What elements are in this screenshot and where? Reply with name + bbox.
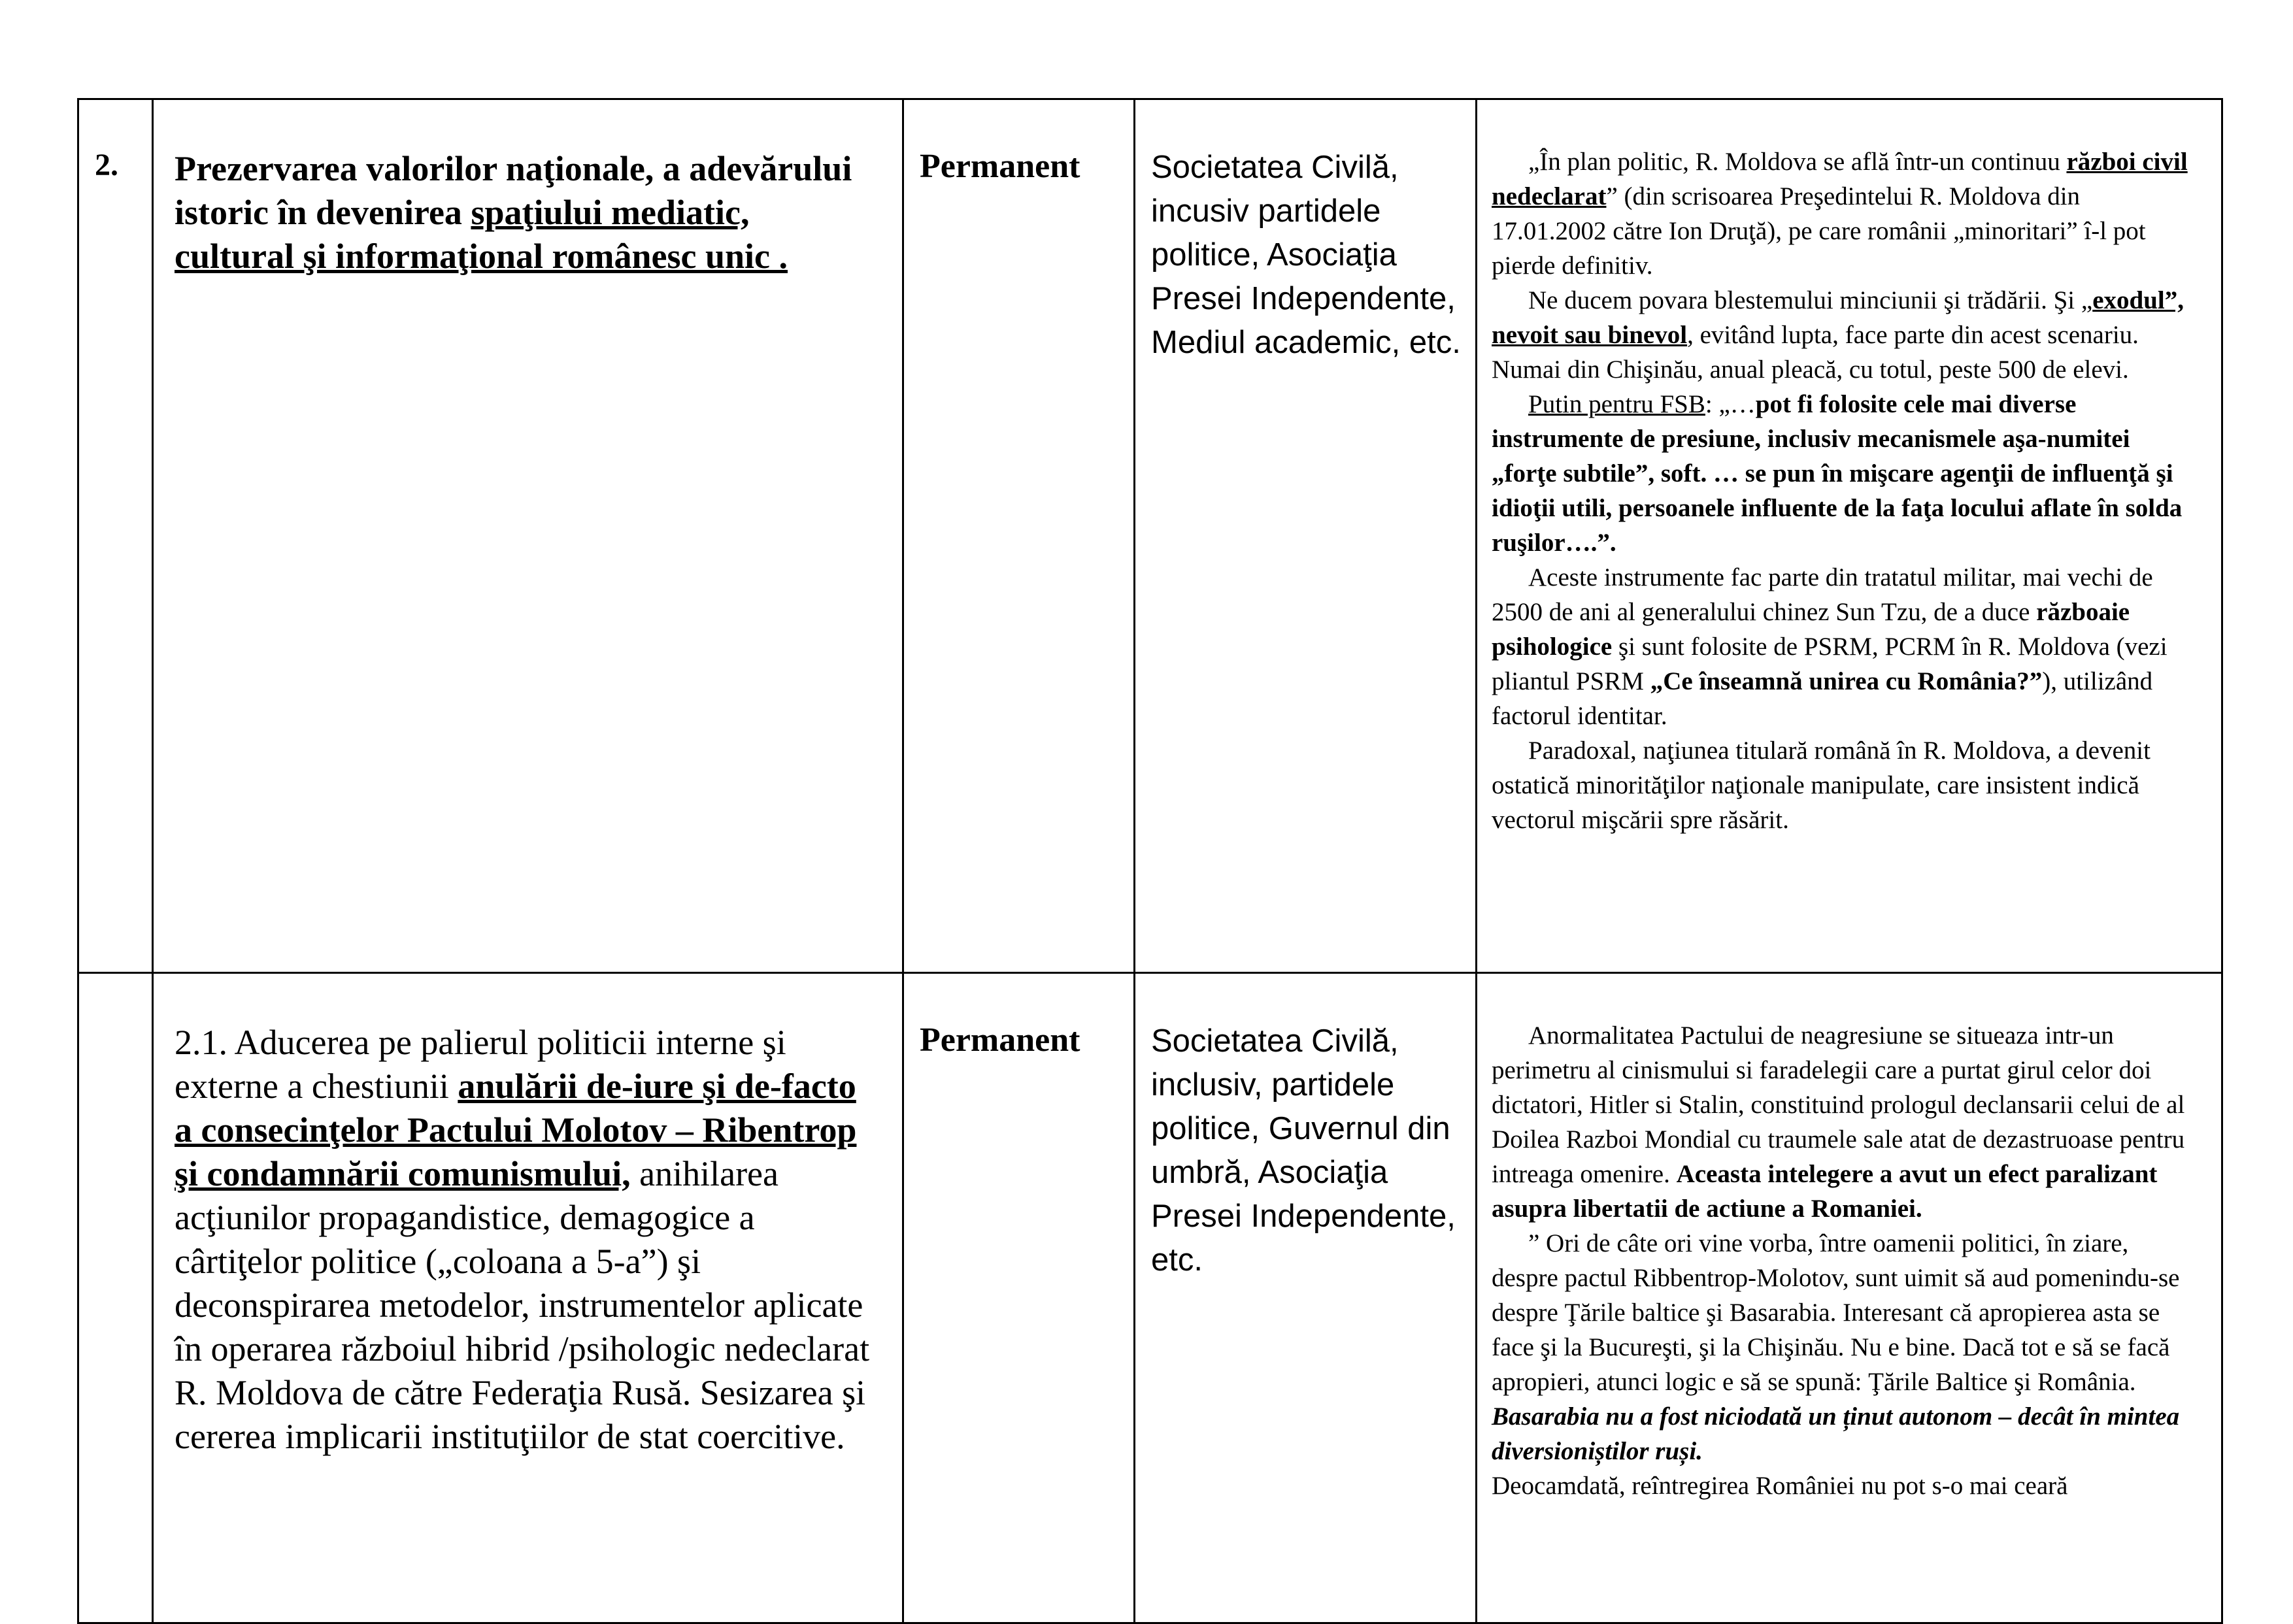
commentary-paragraph [1492,560,2198,733]
text-run: pot fi folosite cele mai diverse instrumente de presiune, inclusiv mecanismele aşa-numitei „forţe subtile”, soft. … se pun în mişcare agenţii de influenţă şi idioţii utili, persoanele influente de la faţa locului aflate în solda ruşilor….”. [1492,390,2183,557]
action-cell [153,973,903,1623]
text-run: „În plan politic, R. Moldova se află într-un continuu [1528,148,2067,176]
text-run: Prezervarea valorilor naţionale, a adevărului istoric în devenirea [175,149,852,232]
responsible-cell: Societatea Civilă, inclusiv, partidele politice, Guvernul din umbră, Asociaţia Presei Independente, etc. [1135,973,1477,1623]
text-run: Ne ducem povara blestemului minciunii şi trădării. Şi „ [1528,286,2093,314]
commentary-paragraph [1492,1226,2198,1468]
text-run: 2.1. Aducerea pe palierul politicii interne şi externe a chestiunii [175,1023,786,1106]
text-run: ), utilizând factorul identitar. [1492,667,2153,730]
text-run: Aceasta intelegere a avut un efect paralizant asupra libertatii de actiune a Romaniei. [1492,1160,2158,1223]
text-run: , evitând lupta, face parte din acest scenariu. Numai din Chişinău, anual pleacă, cu totul, peste 500 de elevi. [1492,321,2139,384]
text-run: război civil nedeclarat [1492,148,2188,210]
commentary-paragraph [1492,1018,2198,1226]
text-run: Paradoxal, naţiunea titulară română în R. Moldova, a devenit ostatică minorităţilor naţionale manipulate, care insistent indică vectorul mişcării spre răsărit. [1492,737,2151,834]
row-number [78,973,153,1623]
text-run: anulării de-iure şi de-facto a consecinţelor Pactului Molotov – Ribentrop şi condamnării comunismului, [175,1067,857,1193]
commentary-paragraph [1492,144,2198,283]
text-run: şi sunt folosite de PSRM, PCRM în R. Moldova (vezi pliantul PSRM [1492,633,2167,695]
text-run: ” (din scrisoarea Preşedintelui R. Moldova din 17.01.2002 către Ion Druţă), pe care românii „minoritari” î-l pot pierde definitiv. [1492,182,2146,280]
text-run: Deocamdată, reîntregirea României nu pot s-o mai ceară [1492,1472,2068,1500]
commentary-paragraph [1492,387,2198,560]
text-run: Anormalitatea Pactului de neagresiune se situeaza intr-un perimetru al cinismului si faradelegii care a purtat girul celor doi dictatori, Hitler si Stalin, constituind prologul declansarii celui de al Doilea Razboi Mondial cu traumele sale atat de dezastruoase pentru intreaga omenire. [1492,1021,2185,1188]
text-run: exodul”, nevoit sau binevol [1492,286,2184,349]
term-cell: Permanent [903,973,1135,1623]
table-row [78,99,2222,973]
text-run: anihilarea acţiunilor propagandistice, demagogice a cârtiţelor politice („coloana a 5-a”) şi deconspirarea metodelor, instrumentelor aplicate în operarea războiul hibrid /psihologic nedeclarat R. Moldova de către Federaţia Rusă. Sesizarea şi cererea implicarii instituţiilor de stat coercitive. [175,1154,870,1456]
commentary-paragraph [1492,283,2198,387]
text-run: ” Ori de câte ori vine vorba, între oamenii politici, în ziare, despre pactul Ribbentrop-Molotov, sunt uimit să aud pomenindu-se despre Ţările baltice şi Basarabia. Interesant că apropierea asta se face şi la Bucureşti, şi la Chişinău. Nu e bine. Dacă tot e să se facă apropieri, atunci logic e să se spună: Ţările Baltice şi România. [1492,1229,2180,1396]
text-run: Aceste instrumente fac parte din tratatul militar, mai vechi de 2500 de ani al generalului chinez Sun Tzu, de a duce [1492,563,2153,626]
plan-table [77,98,2223,1624]
text-run: spaţiului mediatic, cultural şi informaţional românesc unic . [175,193,788,276]
table-row [78,973,2222,1623]
action-cell [153,99,903,973]
commentary-paragraph [1492,733,2198,837]
text-run: : „… [1705,390,1756,418]
responsible-cell: Societatea Civilă, incusiv partidele politice, Asociaţia Presei Independente, Mediul academic, etc. [1135,99,1477,973]
text-run: „Ce înseamnă unirea cu România?” [1650,667,2043,695]
commentary-cell [1477,99,2222,973]
row-number: 2. [78,99,153,973]
text-run: Putin pentru FSB [1528,390,1705,418]
text-run: Basarabia nu a fost niciodată un ținut autonom – decât în mintea diversioniștilor ruși. [1492,1402,2180,1465]
term-cell: Permanent [903,99,1135,973]
commentary-paragraph [1492,1468,2198,1503]
commentary-cell [1477,973,2222,1623]
text-run: războaie psihologice [1492,598,2130,661]
